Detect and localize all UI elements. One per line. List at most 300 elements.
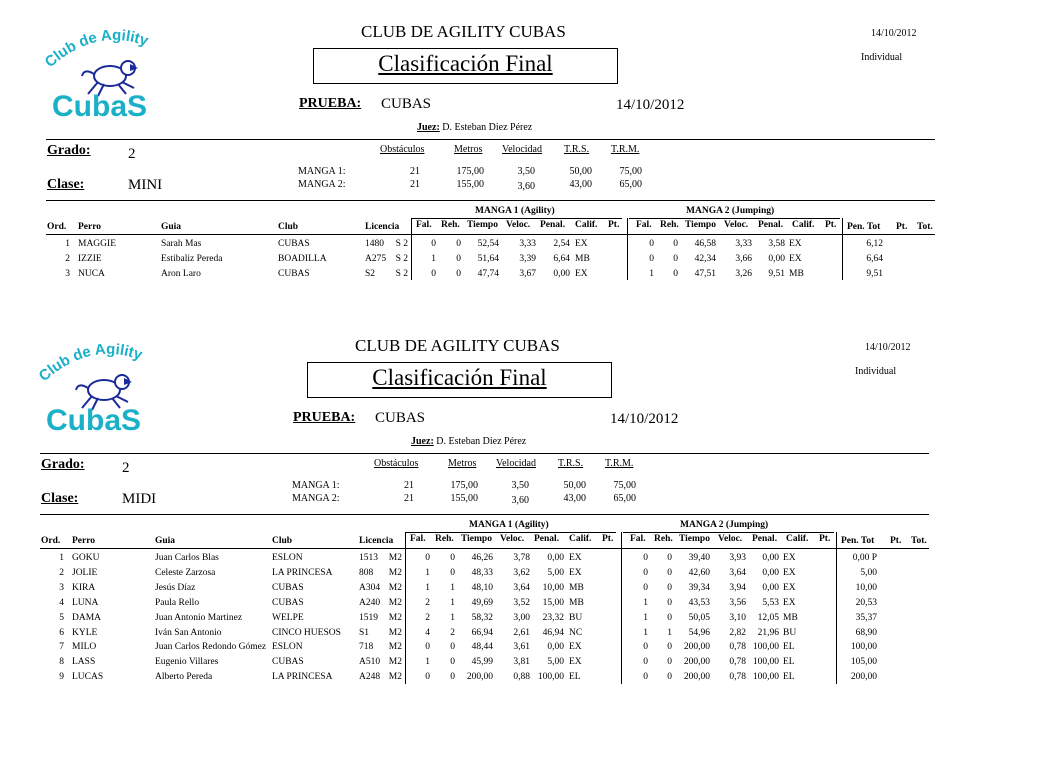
cell-reh-2: 0 xyxy=(667,567,672,578)
cell-penal-1: 46,94 xyxy=(542,627,564,638)
cell-calif-2: EX xyxy=(783,567,796,578)
cell-veloc-2: 3,26 xyxy=(735,268,752,279)
prueba-value: CUBAS xyxy=(375,410,426,426)
cell-pen-tot: 200,00 xyxy=(850,672,877,683)
th-tiempo-2: Tiempo xyxy=(679,534,710,544)
cell-fal-1: 0 xyxy=(431,268,436,279)
cell-lic: 1513 xyxy=(359,553,378,563)
cell-pen-tot: 10,00 xyxy=(855,582,877,593)
th-penal: Penal. xyxy=(540,220,566,230)
cell-guia: Celeste Zarzosa xyxy=(155,567,216,578)
manga2-trm: 65,00 xyxy=(613,493,636,504)
divider xyxy=(46,139,935,140)
th-tiempo-2: Tiempo xyxy=(685,220,716,230)
th-penal: Penal. xyxy=(534,534,560,544)
th-veloc-2: Veloc. xyxy=(718,534,743,544)
th-penal-2: Penal. xyxy=(758,220,784,230)
cell-pen-tot: 105,00 xyxy=(850,657,877,668)
cell-fal-2: 0 xyxy=(643,582,648,593)
logo-top-text: Club de Agility xyxy=(41,26,151,71)
cell-veloc-2: 3,66 xyxy=(735,253,752,264)
cell-calif-2: EX xyxy=(783,553,796,563)
clase-value: MIDI xyxy=(122,491,157,507)
cell-guia: Aron Laro xyxy=(161,268,201,279)
cell-veloc-2: 3,56 xyxy=(729,597,746,608)
club-title: CLUB DE AGILITY CUBAS xyxy=(361,22,566,41)
cell-penal-1: 0,00 xyxy=(553,268,570,279)
cell-reh-2: 0 xyxy=(667,582,672,593)
cell-penal-2: 21,96 xyxy=(757,627,779,638)
cell-tiempo-1: 52,54 xyxy=(477,239,499,249)
cell-calif-2: EL xyxy=(783,672,795,683)
cell-perro: IZZIE xyxy=(78,253,102,264)
cell-penal-2: 3,58 xyxy=(768,239,785,249)
cell-pen-tot: 6,64 xyxy=(866,253,883,264)
cell-fal-1: 0 xyxy=(425,553,430,563)
cell-guia: Juan Carlos Blas xyxy=(155,553,219,563)
clase-value: MINI xyxy=(128,177,163,193)
th-perro: Perro xyxy=(78,222,102,232)
prueba-date: 14/10/2012 xyxy=(610,411,679,427)
manga2-label: MANGA 2: xyxy=(292,493,340,504)
cell-penal-1: 5,00 xyxy=(547,657,564,668)
cell-tiempo-1: 51,64 xyxy=(477,253,499,264)
cell-pen-tot: 9,51 xyxy=(866,268,883,279)
cell-veloc-1: 2,61 xyxy=(513,627,530,638)
th-penal-2: Penal. xyxy=(752,534,778,544)
cell-calif-1: EX xyxy=(569,642,582,653)
hdr-trs: T.R.S. xyxy=(558,458,584,469)
cell-ord: 8 xyxy=(59,657,64,668)
cell-calif-1: EX xyxy=(569,567,582,578)
manga1-obst: 21 xyxy=(410,166,420,177)
cell-veloc-2: 0,78 xyxy=(729,657,746,668)
cell-perro: GOKU xyxy=(72,553,100,563)
cell-ord: 1 xyxy=(65,239,70,249)
cell-calif-1: EX xyxy=(575,268,588,279)
prueba-date: 14/10/2012 xyxy=(616,97,685,113)
cell-tiempo-1: 48,44 xyxy=(471,642,493,653)
th-veloc: Veloc. xyxy=(506,220,531,230)
cell-fal-2: 0 xyxy=(643,672,648,683)
juez-line xyxy=(411,436,526,447)
grado-label: Grado: xyxy=(41,457,85,472)
header-rule xyxy=(405,532,616,533)
cell-veloc-2: 2,82 xyxy=(729,627,746,638)
cell-calif-1: MB xyxy=(569,582,584,593)
cell-fal-2: 0 xyxy=(649,239,654,249)
club-logo xyxy=(32,338,167,438)
cell-calif-1: BU xyxy=(569,612,583,623)
cell-reh-2: 0 xyxy=(667,672,672,683)
cell-ord: 4 xyxy=(59,597,64,608)
cell-guia: Jesús Díaz xyxy=(155,582,196,593)
divider xyxy=(46,200,935,201)
prueba-label: PRUEBA: xyxy=(299,96,362,111)
th-pt: Pt. xyxy=(608,220,620,230)
cell-ord: 9 xyxy=(59,672,64,683)
manga2-vel: 3,60 xyxy=(511,495,529,506)
cell-veloc-2: 3,94 xyxy=(729,582,746,593)
th-tot: Tot. xyxy=(917,222,933,232)
cell-reh-1: 0 xyxy=(450,642,455,653)
cell-club: CUBAS xyxy=(272,597,304,608)
cell-club: CUBAS xyxy=(278,268,310,279)
hdr-obstaculos: Obstáculos xyxy=(374,458,419,469)
cell-reh-1: 0 xyxy=(450,567,455,578)
cell-penal-2: 0,00 xyxy=(768,253,785,264)
th-pt-3: Pt. xyxy=(890,536,902,546)
cell-fal-2: 0 xyxy=(643,567,648,578)
cell-reh-1: 0 xyxy=(456,239,461,249)
cell-cat: M2 xyxy=(388,657,402,668)
cell-guia: Juan Carlos Redondo Gómez xyxy=(155,642,267,653)
cell-tiempo-1: 47,74 xyxy=(477,268,499,279)
cell-calif-2: EX xyxy=(783,582,796,593)
cell-reh-2: 0 xyxy=(667,612,672,623)
prueba-label: PRUEBA: xyxy=(293,410,356,425)
cell-tiempo-2: 39,34 xyxy=(688,582,710,593)
cell-cat: M2 xyxy=(388,567,402,578)
logo-bottom-text: CubaS xyxy=(52,90,148,123)
cell-club: LA PRINCESA xyxy=(272,567,333,578)
th-guia: Guia xyxy=(155,536,176,546)
th-tiempo: Tiempo xyxy=(461,534,492,544)
cell-penal-1: 2,54 xyxy=(553,239,570,249)
cell-fal-1: 1 xyxy=(431,253,436,264)
juez-value: D. Esteban Diez Pérez xyxy=(436,436,527,447)
manga1-trs: 50,00 xyxy=(563,480,586,491)
cell-veloc-1: 3,52 xyxy=(513,597,530,608)
cell-tiempo-1: 58,32 xyxy=(471,612,493,623)
cell-penal-1: 0,00 xyxy=(547,553,564,563)
cell-ord: 6 xyxy=(59,627,64,638)
cell-calif-1: MB xyxy=(569,597,584,608)
cell-fal-1: 0 xyxy=(425,642,430,653)
cell-lic: 1519 xyxy=(359,612,378,623)
report-title-text: Clasificación Final xyxy=(378,51,553,76)
juez-value: D. Esteban Diez Pérez xyxy=(442,122,533,133)
cell-tiempo-1: 49,69 xyxy=(471,597,493,608)
cell-tiempo-2: 42,34 xyxy=(694,253,716,264)
divider xyxy=(40,453,929,454)
grado-label: Grado: xyxy=(47,143,91,158)
hdr-trm: T.R.M. xyxy=(611,144,640,155)
report-title-text: Clasificación Final xyxy=(372,365,547,390)
col-underline xyxy=(46,234,935,235)
cell-fal-2: 1 xyxy=(643,612,648,623)
col-sep xyxy=(405,532,406,684)
cell-perro: LASS xyxy=(72,657,96,668)
clase-label: Clase: xyxy=(41,491,79,506)
report-mode: Individual xyxy=(861,52,903,63)
cell-penal-2: 0,00 xyxy=(762,553,779,563)
cell-lic: A248 xyxy=(359,672,381,683)
divider xyxy=(40,514,929,515)
col-sep xyxy=(842,218,843,280)
hdr-obstaculos: Obstáculos xyxy=(380,144,425,155)
cell-reh-1: 1 xyxy=(450,582,455,593)
th-fal: Fal. xyxy=(410,534,426,544)
manga1-obst: 21 xyxy=(404,480,414,491)
cell-perro: MAGGIE xyxy=(78,239,116,249)
report-midi xyxy=(0,314,1039,683)
prueba-value: CUBAS xyxy=(381,96,432,112)
cell-fal-1: 2 xyxy=(425,597,430,608)
cell-fal-2: 0 xyxy=(643,657,648,668)
report-mode: Individual xyxy=(855,366,897,377)
cell-fal-2: 0 xyxy=(643,642,648,653)
juez-label: Juez: xyxy=(411,436,434,447)
col-sep xyxy=(411,218,412,280)
cell-club: LA PRINCESA xyxy=(272,672,333,683)
th-tot: Tot. xyxy=(911,536,927,546)
club-logo xyxy=(38,24,173,124)
cell-penal-2: 100,00 xyxy=(752,672,779,683)
hdr-trm: T.R.M. xyxy=(605,458,634,469)
manga1-trm: 75,00 xyxy=(613,480,636,491)
cell-calif-2: EX xyxy=(789,239,802,249)
th-pentot: Pen. Tot xyxy=(847,222,881,232)
cell-reh-2: 0 xyxy=(667,642,672,653)
cell-guia: Juan Antonio Martinez xyxy=(155,612,243,623)
cell-penal-2: 100,00 xyxy=(752,657,779,668)
cell-ord: 2 xyxy=(65,253,70,264)
report-date: 14/10/2012 xyxy=(871,28,917,39)
header-rule xyxy=(623,532,834,533)
cell-perro: LUCAS xyxy=(72,672,104,683)
cell-reh-2: 0 xyxy=(667,657,672,668)
th-club: Club xyxy=(272,536,293,546)
cell-pen-tot: 20,53 xyxy=(855,597,877,608)
cell-fal-1: 1 xyxy=(425,582,430,593)
cell-cat: M2 xyxy=(388,642,402,653)
cell-tiempo-2: 39,40 xyxy=(688,553,710,563)
cell-tiempo-2: 54,96 xyxy=(688,627,710,638)
cell-penal-1: 23,32 xyxy=(542,612,564,623)
cell-veloc-2: 3,33 xyxy=(735,239,752,249)
cell-club: CUBAS xyxy=(272,657,304,668)
th-calif-2: Calif. xyxy=(792,220,815,230)
cell-calif-1: NC xyxy=(569,627,583,638)
cell-fal-1: 2 xyxy=(425,612,430,623)
th-reh-2: Reh. xyxy=(660,220,679,230)
th-club: Club xyxy=(278,222,299,232)
cell-perro: DAMA xyxy=(72,612,102,623)
cell-tiempo-2: 200,00 xyxy=(683,642,710,653)
cell-perro: LUNA xyxy=(72,597,99,608)
cell-veloc-1: 3,39 xyxy=(519,253,536,264)
cell-cat: S 2 xyxy=(395,239,408,249)
manga2-vel: 3,60 xyxy=(517,181,535,192)
hdr-trs: T.R.S. xyxy=(564,144,590,155)
cell-fal-2: 1 xyxy=(643,627,648,638)
logo-bottom-text: CubaS xyxy=(46,404,142,437)
cell-calif-1: EX xyxy=(575,239,588,249)
manga2-metros: 155,00 xyxy=(450,493,478,504)
th-calif-2: Calif. xyxy=(786,534,809,544)
cell-fal-1: 1 xyxy=(425,657,430,668)
cell-reh-1: 0 xyxy=(450,657,455,668)
cell-veloc-1: 0,88 xyxy=(513,672,530,683)
manga1-metros: 175,00 xyxy=(450,480,478,491)
cell-reh-2: 1 xyxy=(667,627,672,638)
report-date: 14/10/2012 xyxy=(865,342,911,353)
cell-veloc-2: 0,78 xyxy=(729,642,746,653)
cell-pen-tot: 68,90 xyxy=(855,627,877,638)
th-veloc: Veloc. xyxy=(500,534,525,544)
cell-pen-tot: 35,37 xyxy=(855,612,877,623)
cell-penal-2: 0,00 xyxy=(762,567,779,578)
cell-reh-2: 0 xyxy=(673,253,678,264)
cell-lic: 808 xyxy=(359,567,374,578)
cell-pen-tot: 0,00 P xyxy=(852,553,877,563)
cell-perro: NUCA xyxy=(78,268,105,279)
cell-lic: 718 xyxy=(359,642,374,653)
manga2-title: MANGA 2 (Jumping) xyxy=(680,520,769,530)
cell-calif-2: EX xyxy=(783,597,796,608)
cell-fal-2: 0 xyxy=(643,553,648,563)
th-licencia: Licencia xyxy=(365,222,400,232)
manga2-trs: 43,00 xyxy=(563,493,586,504)
cell-tiempo-1: 200,00 xyxy=(466,672,493,683)
cell-tiempo-1: 48,10 xyxy=(471,582,493,593)
cell-veloc-1: 3,61 xyxy=(513,642,530,653)
cell-lic: S1 xyxy=(359,627,370,638)
cell-veloc-1: 3,78 xyxy=(513,553,530,563)
manga2-trm: 65,00 xyxy=(619,179,642,190)
th-pt-2: Pt. xyxy=(825,220,837,230)
th-veloc-2: Veloc. xyxy=(724,220,749,230)
th-fal-2: Fal. xyxy=(636,220,652,230)
cell-tiempo-2: 43,53 xyxy=(688,597,710,608)
th-pt-3: Pt. xyxy=(896,222,908,232)
cell-ord: 3 xyxy=(65,268,70,279)
cell-penal-2: 5,53 xyxy=(762,597,779,608)
cell-tiempo-2: 200,00 xyxy=(683,672,710,683)
cell-penal-1: 10,00 xyxy=(542,582,564,593)
cell-pen-tot: 100,00 xyxy=(850,642,877,653)
cell-reh-2: 0 xyxy=(673,239,678,249)
cell-lic: 1480 xyxy=(365,239,384,249)
cell-reh-1: 1 xyxy=(450,597,455,608)
club-title: CLUB DE AGILITY CUBAS xyxy=(355,336,560,355)
cell-veloc-1: 3,00 xyxy=(513,612,530,623)
cell-veloc-2: 3,93 xyxy=(729,553,746,563)
th-perro: Perro xyxy=(72,536,96,546)
report-mini xyxy=(0,0,1045,300)
header-rule xyxy=(411,218,622,219)
juez-line xyxy=(417,122,532,133)
cell-club: BOADILLA xyxy=(278,253,327,264)
manga2-obst: 21 xyxy=(410,179,420,190)
cell-veloc-1: 3,81 xyxy=(513,657,530,668)
cell-reh-2: 0 xyxy=(667,553,672,563)
cell-club: ESLON xyxy=(272,553,303,563)
th-ord: Ord. xyxy=(47,222,67,232)
cell-lic: S2 xyxy=(365,268,376,279)
cell-fal-1: 4 xyxy=(425,627,430,638)
cell-fal-1: 0 xyxy=(425,672,430,683)
cell-penal-2: 12,05 xyxy=(757,612,779,623)
cell-reh-1: 1 xyxy=(450,612,455,623)
grado-value: 2 xyxy=(122,460,130,476)
cell-reh-1: 0 xyxy=(456,268,461,279)
manga1-title: MANGA 1 (Agility) xyxy=(475,206,555,216)
hdr-velocidad: Velocidad xyxy=(496,458,536,469)
cell-cat: M2 xyxy=(388,582,402,593)
cell-tiempo-1: 45,99 xyxy=(471,657,493,668)
cell-club: CUBAS xyxy=(272,582,304,593)
cell-tiempo-1: 66,94 xyxy=(471,627,493,638)
th-licencia: Licencia xyxy=(359,536,394,546)
cell-tiempo-2: 50,05 xyxy=(688,612,710,623)
cell-calif-2: EL xyxy=(783,657,795,668)
cell-cat: M2 xyxy=(388,627,402,638)
col-sep xyxy=(621,532,622,684)
juez-label: Juez: xyxy=(417,122,440,133)
col-underline xyxy=(40,548,929,549)
cell-penal-2: 0,00 xyxy=(762,582,779,593)
cell-calif-2: MB xyxy=(783,612,798,623)
th-guia: Guia xyxy=(161,222,182,232)
cell-tiempo-1: 48,33 xyxy=(471,567,493,578)
cell-reh-2: 0 xyxy=(673,268,678,279)
cell-penal-1: 6,64 xyxy=(553,253,570,264)
cell-veloc-1: 3,64 xyxy=(513,582,530,593)
cell-ord: 7 xyxy=(59,642,64,653)
cell-veloc-2: 3,64 xyxy=(729,567,746,578)
cell-tiempo-2: 200,00 xyxy=(683,657,710,668)
cell-tiempo-1: 46,26 xyxy=(471,553,493,563)
hdr-velocidad: Velocidad xyxy=(502,144,542,155)
clase-label: Clase: xyxy=(47,177,85,192)
th-pentot: Pen. Tot xyxy=(841,536,875,546)
cell-perro: KYLE xyxy=(72,627,98,638)
cell-veloc-1: 3,33 xyxy=(519,239,536,249)
cell-tiempo-2: 46,58 xyxy=(694,239,716,249)
th-tiempo: Tiempo xyxy=(467,220,498,230)
dog-logo-icon xyxy=(38,24,173,124)
cell-calif-2: EX xyxy=(789,253,802,264)
header-rule xyxy=(629,218,840,219)
cell-fal-1: 1 xyxy=(425,567,430,578)
manga1-trm: 75,00 xyxy=(619,166,642,177)
cell-perro: JOLIE xyxy=(72,567,98,578)
cell-reh-1: 0 xyxy=(450,672,455,683)
cell-lic: A240 xyxy=(359,597,381,608)
cell-calif-2: EL xyxy=(783,642,795,653)
cell-fal-2: 1 xyxy=(649,268,654,279)
cell-fal-1: 0 xyxy=(431,239,436,249)
cell-cat: S 2 xyxy=(395,253,408,264)
manga2-label: MANGA 2: xyxy=(298,179,346,190)
manga1-vel: 3,50 xyxy=(511,480,529,491)
cell-ord: 2 xyxy=(59,567,64,578)
cell-perro: MILO xyxy=(72,642,97,653)
dog-logo-icon xyxy=(32,338,167,438)
manga1-label: MANGA 1: xyxy=(298,166,346,177)
manga1-trs: 50,00 xyxy=(569,166,592,177)
manga1-label: MANGA 1: xyxy=(292,480,340,491)
cell-calif-2: MB xyxy=(789,268,804,279)
cell-cat: M2 xyxy=(388,612,402,623)
cell-reh-1: 0 xyxy=(456,253,461,264)
cell-reh-1: 2 xyxy=(450,627,455,638)
th-pt: Pt. xyxy=(602,534,614,544)
cell-penal-2: 9,51 xyxy=(768,268,785,279)
cell-ord: 3 xyxy=(59,582,64,593)
